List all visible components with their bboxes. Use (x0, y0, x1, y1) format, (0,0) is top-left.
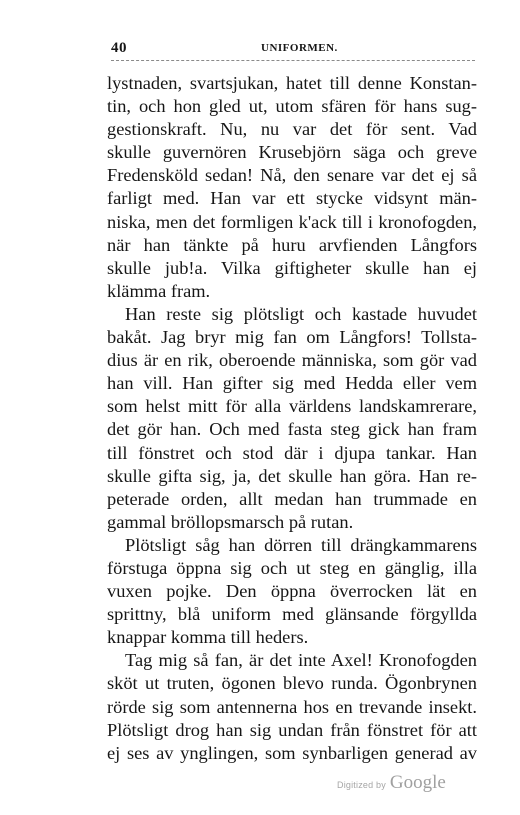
text-line: knappar komma till heders. (107, 627, 309, 648)
text-line: Tag mig så fan, är det inte Axel! Kronofogden (125, 650, 477, 671)
digitized-watermark (337, 772, 446, 794)
text-line: skulle guvernören Krusebjörn säga och greve (107, 142, 477, 163)
text-line: han vill. Han gifter sig med Hedda eller vem (107, 373, 477, 394)
text-line: tin, och hon gled ut, utom sfären för hans sug- (107, 96, 477, 117)
text-line: skulle jub!a. Vilka giftigheter skulle han ej (107, 257, 477, 278)
text-line: till fönstret och stod där i djupa tankar. Han (107, 442, 477, 463)
text-line: rörde sig som antennerna hos en trevande insekt. (107, 696, 477, 717)
text-line: skulle gifta sig, ja, det skulle han göra. Han re- (107, 465, 477, 486)
text-line: klämma fram. (107, 280, 211, 301)
page-header (111, 40, 475, 61)
text-line: det gör han. Och med fasta steg gick han fram (107, 419, 477, 440)
text-line: ej ses av ynglingen, som synbarligen generad av (107, 742, 477, 763)
text-line: förstuga öppna sig och ut steg en gänglig, illa (107, 557, 477, 578)
text-line: sprittny, blå uniform med glänsande förgyllda (107, 604, 477, 625)
text-line: gammal bröllopsmarsch på rutan. (107, 511, 354, 532)
text-line: Plötsligt drog han sig undan från fönstret för att (107, 719, 477, 740)
text-line: bakåt. Jag bryr mig fan om Långfors! Tollsta- (107, 327, 477, 348)
text-line: när han tänkte på huru arvfienden Långfors (107, 234, 477, 255)
text-line: lystnaden, svartsjukan, hatet till denne Konstan- (107, 73, 477, 93)
page-number: 40 (111, 40, 127, 56)
text-line: Han reste sig plötsligt och kastade huvudet (125, 303, 477, 324)
text-line: Plötsligt såg han dörren till drängkammarens (125, 534, 477, 555)
watermark-prefix: Digitized by (337, 780, 386, 790)
running-title: UNIFORMEN. (261, 42, 338, 54)
body-text (107, 72, 477, 765)
text-line: vuxen pojke. Den öppna överrocken lät en (107, 581, 477, 602)
text-line: farligt med. Han var ett stycke vidsynt män- (107, 188, 477, 209)
text-line: sköt ut truten, ögonen blevo runda. Ögonbrynen (107, 673, 477, 694)
text-line: gestionskraft. Nu, nu var det för sent. Vad (107, 119, 477, 140)
text-line: som helst mitt för alla världens landskamrerare, (107, 396, 477, 417)
text-line: Fredensköld sedan! Nå, den senare var det ej så (107, 165, 477, 186)
text-line: peterade orden, allt medan han trummade en (107, 488, 477, 509)
text-line: dius är en rik, oberoende människa, som gör vad (107, 350, 477, 371)
google-logo: Google (389, 772, 446, 793)
text-line: niska, men det formligen k'ack till i kronofogden, (107, 211, 477, 232)
